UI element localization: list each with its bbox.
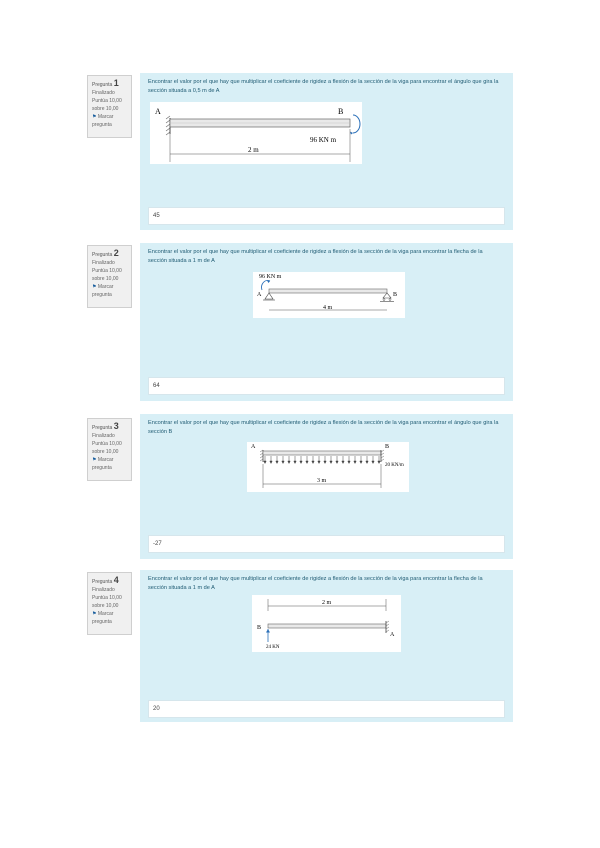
question-text: Encontrar el valor por el que hay que multiplicar el coeficiente de rigidez a flexión de la sección de la viga para encontrar el ángulo que gira la sección situada a 0,5 m de A — [148, 79, 499, 94]
moment-label: 96 KN m — [310, 136, 337, 144]
flag-icon: ⚑ — [92, 611, 97, 617]
question-info — [87, 75, 132, 138]
question-score: Puntúa 10,00 — [92, 441, 122, 447]
question-info — [87, 572, 132, 635]
moment-label: 96 KN m — [259, 274, 282, 280]
span-label: 3 m — [317, 478, 327, 484]
answer-field[interactable]: -27 — [148, 535, 505, 553]
question-info — [87, 245, 132, 308]
answer-field[interactable]: 45 — [148, 207, 505, 225]
flag-question-button[interactable]: ⚑ Marcar pregunta — [92, 284, 114, 298]
question-status: Finalizado — [92, 433, 115, 439]
label-a: A — [390, 632, 395, 638]
beam-figure — [252, 595, 401, 652]
flag-question-button[interactable]: ⚑ Marcar pregunta — [92, 457, 114, 471]
question-number: Pregunta 1 — [92, 78, 119, 88]
question-content — [140, 73, 513, 230]
question-info — [87, 418, 132, 481]
question-number: Pregunta 3 — [92, 421, 119, 431]
label-b: B — [257, 625, 262, 631]
question-status: Finalizado — [92, 587, 115, 593]
question-score-max: sobre 10,00 — [92, 603, 119, 609]
question-score-max: sobre 10,00 — [92, 449, 119, 455]
question-score: Puntúa 10,00 — [92, 595, 122, 601]
label-b: B — [393, 292, 398, 298]
label-b: B — [338, 107, 344, 116]
flag-question-button[interactable]: ⚑ Marcar pregunta — [92, 611, 114, 625]
question-content — [140, 414, 513, 559]
question-text: Encontrar el valor por el que hay que multiplicar el coeficiente de rigidez a flexión de la sección de la viga para encontrar la flecha de la sección situada a 1 m de A — [148, 576, 483, 591]
question-number: Pregunta 2 — [92, 248, 119, 258]
flag-icon: ⚑ — [92, 114, 97, 120]
beam-figure — [247, 442, 409, 492]
span-label: 4 m — [323, 305, 333, 311]
beam-figure — [253, 272, 405, 318]
question-status: Finalizado — [92, 90, 115, 96]
beam-figure — [150, 102, 362, 164]
question-number: Pregunta 4 — [92, 575, 119, 585]
question-content — [140, 570, 513, 722]
load-label: 20 KN/m — [385, 463, 404, 468]
question-status: Finalizado — [92, 260, 115, 266]
label-a: A — [251, 444, 256, 450]
question-score: Puntúa 10,00 — [92, 268, 122, 274]
flag-question-button[interactable]: ⚑ Marcar pregunta — [92, 114, 114, 128]
question-text: Encontrar el valor por el que hay que multiplicar el coeficiente de rigidez a flexión de la sección de la viga para encontrar la flecha de la sección situada a 1 m de A — [148, 249, 483, 264]
force-label: 24 KN — [266, 645, 280, 650]
flag-icon: ⚑ — [92, 457, 97, 463]
question-text: Encontrar el valor por el que hay que multiplicar el coeficiente de rigidez a flexión de la sección de la viga para encontrar el ángulo que gira la sección B — [148, 420, 499, 435]
flag-icon: ⚑ — [92, 284, 97, 290]
answer-field[interactable]: 20 — [148, 700, 505, 718]
question-score: Puntúa 10,00 — [92, 98, 122, 104]
question-score-max: sobre 10,00 — [92, 106, 119, 112]
label-a: A — [155, 107, 161, 116]
label-b: B — [385, 444, 390, 450]
span-label: 2 m — [248, 146, 259, 154]
answer-field[interactable]: 64 — [148, 377, 505, 395]
question-score-max: sobre 10,00 — [92, 276, 119, 282]
label-a: A — [257, 292, 262, 298]
question-content — [140, 243, 513, 401]
span-label: 2 m — [322, 600, 332, 606]
